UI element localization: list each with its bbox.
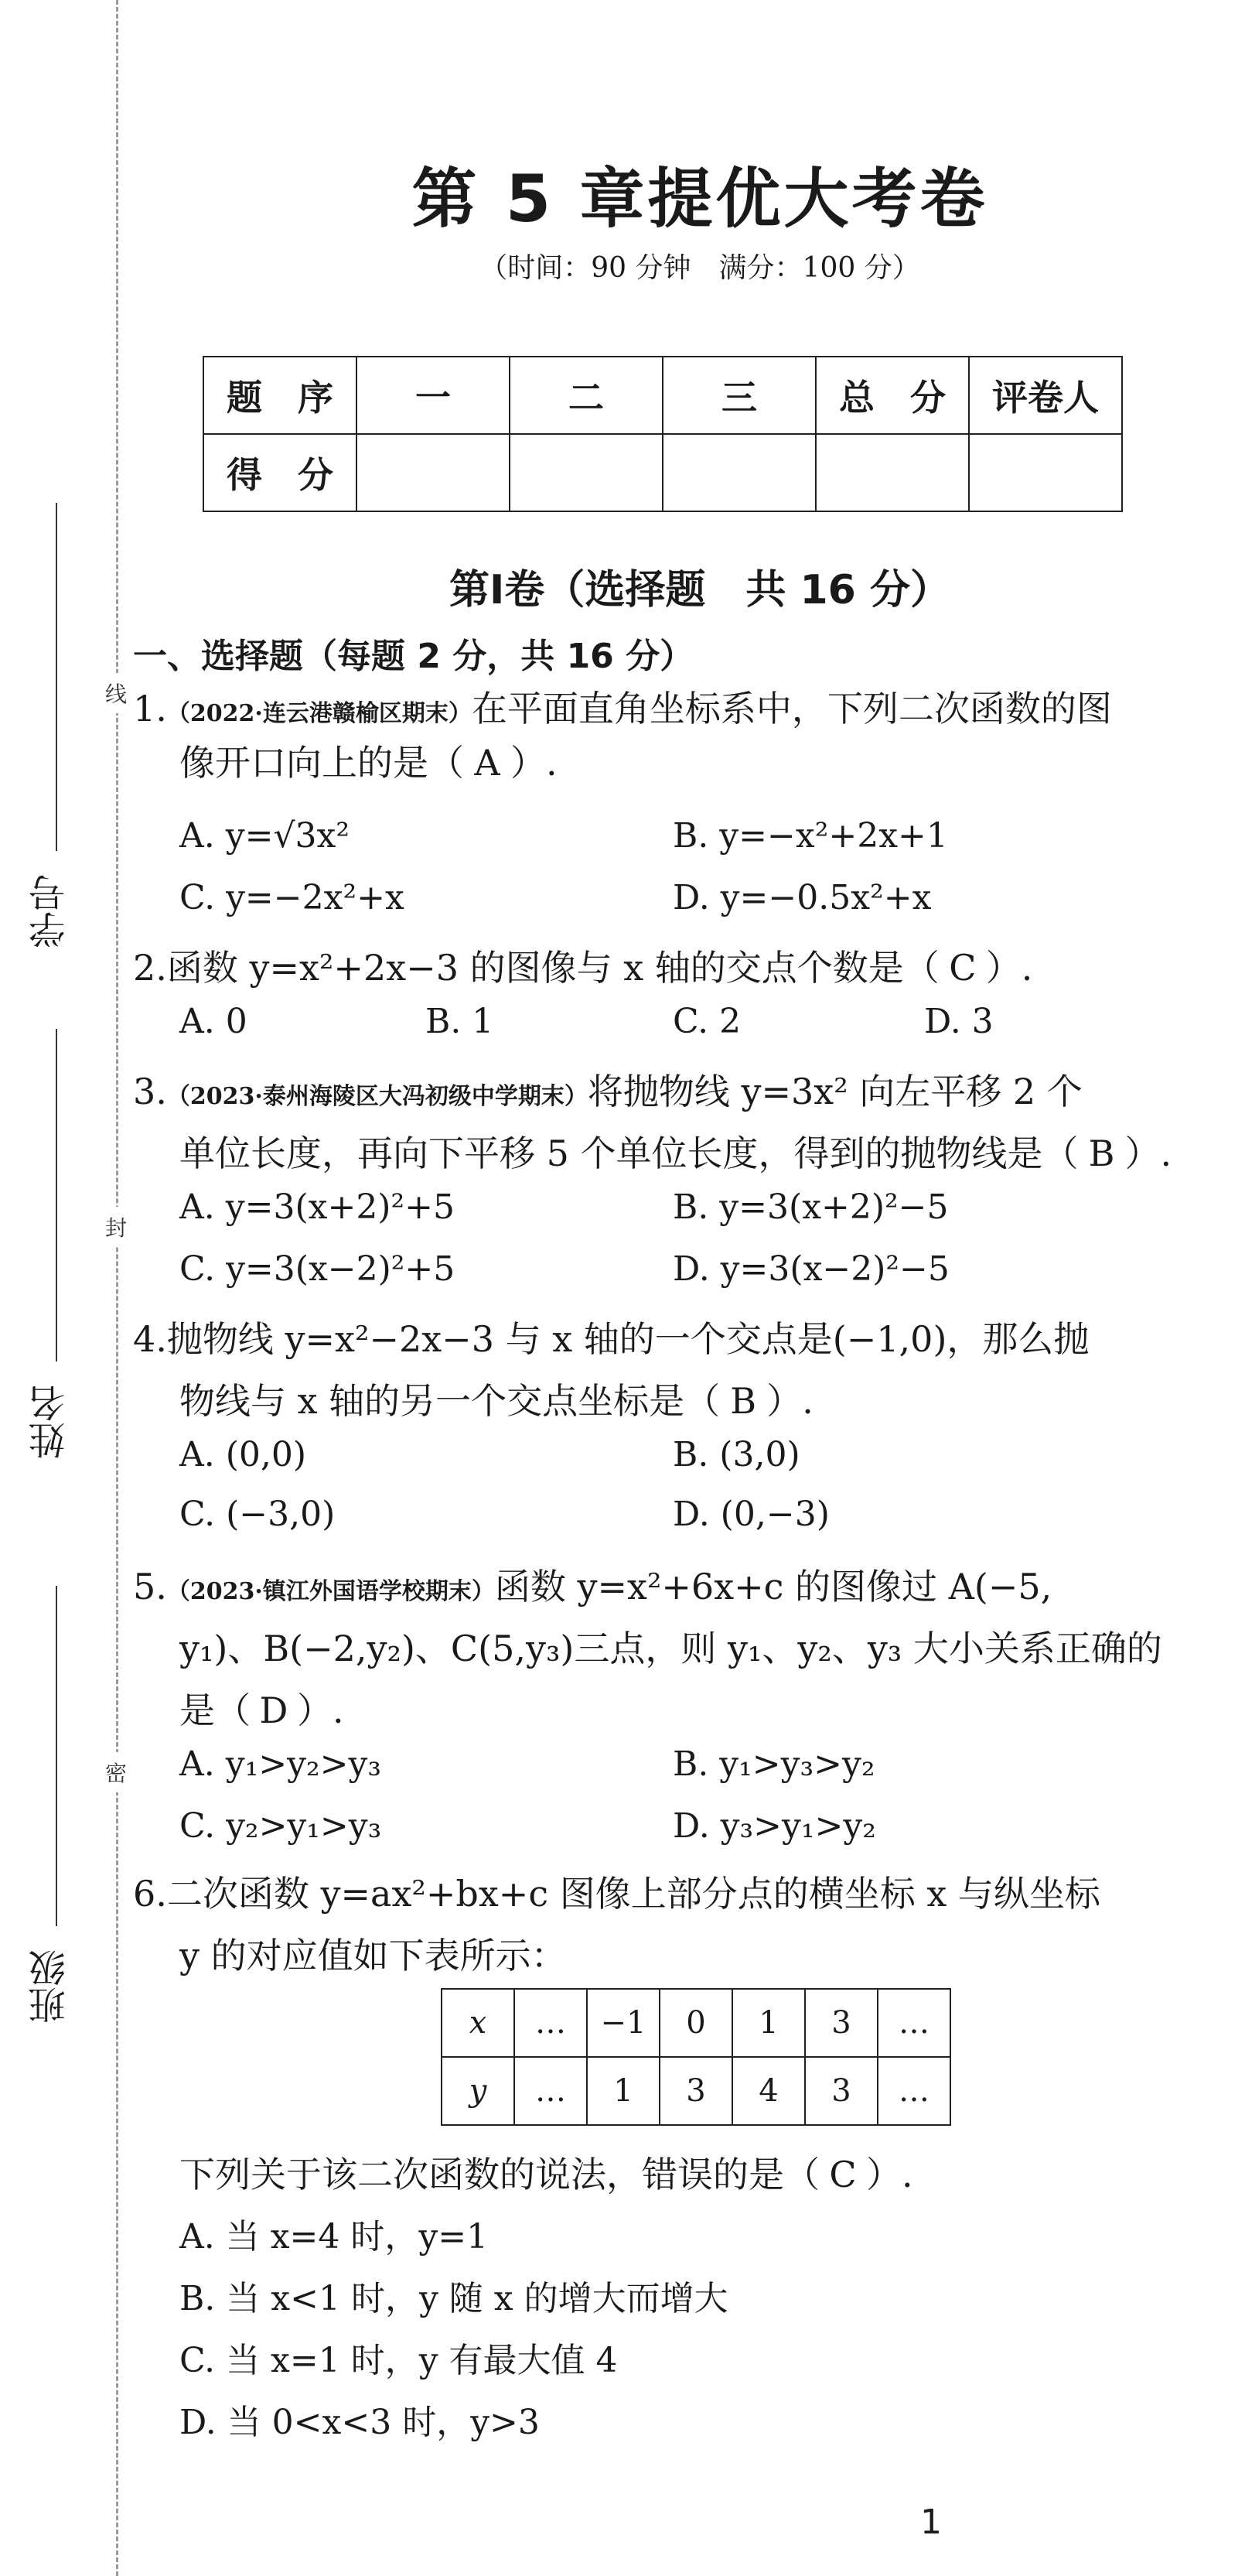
option-c: C. 2: [673, 1002, 742, 1041]
option-a: A. (0,0): [179, 1435, 307, 1474]
score-header-cell: 题 序: [203, 357, 356, 434]
question-stem: 二次函数 y=ax²+bx+c 图像上部分点的横坐标 x 与纵坐标: [166, 1873, 1100, 1915]
option-b: B. 当 x<1 时，y 随 x 的增大而增大: [179, 2279, 728, 2318]
question-stem-tail: ）.: [297, 1689, 344, 1731]
score-header-cell: 评卷人: [969, 357, 1122, 434]
question-stem: y 的对应值如下表所示：: [179, 1935, 567, 1976]
question-5: [133, 1559, 1052, 1610]
value-cell: 3: [805, 2057, 878, 2125]
value-cell: …: [514, 2057, 587, 2125]
value-cell: x: [442, 1989, 514, 2057]
x-row: [442, 1989, 950, 2057]
answer-blank[interactable]: B: [1088, 1133, 1115, 1174]
class-label: 班级: [29, 1949, 72, 2024]
option-d: D. 3: [924, 1002, 994, 1041]
question-stem: 抛物线 y=x²−2x−3 与 x 轴的一个交点是(−1,0)，那么抛: [166, 1318, 1090, 1360]
option-b: B. y₁>y₃>y₂: [673, 1744, 875, 1784]
answer-blank[interactable]: B: [730, 1380, 757, 1422]
question-stem: 在平面直角坐标系中，下列二次函数的图: [471, 688, 1112, 729]
question-3-cont: [179, 1126, 1172, 1177]
option-a: A. y=√3x²: [179, 816, 350, 856]
value-cell: 4: [732, 2057, 805, 2125]
student-id-line[interactable]: [56, 503, 57, 851]
question-3: [133, 1064, 1083, 1115]
question-6-cont: [179, 1928, 567, 1979]
question-2: [133, 940, 1032, 991]
score-header-cell: 一: [356, 357, 510, 434]
class-line[interactable]: [56, 1586, 57, 1926]
question-stem: y₁)、B(−2,y₂)、C(5,y₃)三点，则 y₁、y₂、y₃ 大小关系正确的: [179, 1628, 1162, 1669]
score-header-cell: 总 分: [816, 357, 969, 434]
question-stem-tail: ）.: [766, 1380, 814, 1422]
question-1-cont: [179, 735, 558, 786]
option-b: B. y=−x²+2x+1: [673, 816, 948, 856]
option-d: D. 当 0<x<3 时，y>3: [179, 2403, 540, 2442]
value-cell: 1: [732, 1989, 805, 2057]
option-d: D. y=3(x−2)²−5: [673, 1249, 950, 1289]
option-b: B. y=3(x+2)²−5: [673, 1187, 949, 1227]
value-cell: −1: [587, 1989, 660, 2057]
option-b: B. (3,0): [673, 1435, 800, 1474]
question-1: [133, 681, 1112, 732]
value-cell: 0: [660, 1989, 732, 2057]
value-cell: 3: [660, 2057, 732, 2125]
question-6-prompt: [179, 2147, 913, 2198]
option-d: D. y₃>y₁>y₂: [673, 1806, 876, 1846]
option-a: A. y₁>y₂>y₃: [179, 1744, 381, 1784]
option-d: D. (0,−3): [673, 1495, 830, 1534]
score-input-cell[interactable]: [969, 434, 1122, 511]
question-stem: 单位长度，再向下平移 5 个单位长度，得到的抛物线是（: [179, 1133, 1079, 1174]
question-source: （2022·连云港赣榆区期末）: [166, 700, 472, 727]
option-c: C. y=−2x²+x: [179, 878, 404, 917]
question-stem: 像开口向上的是（: [179, 742, 464, 784]
question-number: 6.: [133, 1873, 167, 1915]
score-header-cell: 二: [510, 357, 663, 434]
question-number: 4.: [133, 1318, 167, 1360]
score-row-label: 得 分: [203, 434, 356, 511]
value-table: [441, 1988, 951, 2126]
question-number: 2.: [133, 947, 167, 989]
answer-blank[interactable]: C: [829, 2154, 857, 2195]
option-a: A. 0: [179, 1002, 247, 1041]
question-stem-tail: ）.: [510, 742, 558, 784]
question-stem: 函数 y=x²+2x−3 的图像与 x 轴的交点个数是（: [166, 947, 940, 989]
value-cell: 1: [587, 2057, 660, 2125]
question-stem-tail: ）.: [866, 2154, 913, 2195]
y-row: [442, 2057, 950, 2125]
score-table-score-row: [203, 434, 1122, 511]
score-input-cell[interactable]: [663, 434, 816, 511]
question-stem: 物线与 x 轴的另一个交点坐标是（: [179, 1380, 721, 1422]
section-title: 第Ⅰ卷（选择题 共 16 分）: [449, 567, 950, 613]
option-c: C. y₂>y₁>y₃: [179, 1806, 382, 1846]
score-input-cell[interactable]: [356, 434, 510, 511]
option-c: C. (−3,0): [179, 1495, 336, 1534]
value-cell: …: [878, 1989, 950, 2057]
question-5-cont: [179, 1683, 344, 1734]
question-number: 3.: [133, 1071, 167, 1112]
option-b: B. 1: [425, 1002, 494, 1041]
value-cell: y: [442, 2057, 514, 2125]
question-6: [133, 1866, 1100, 1917]
option-a: A. y=3(x+2)²+5: [179, 1187, 455, 1227]
question-number: 5.: [133, 1566, 167, 1607]
question-stem: 是（: [179, 1689, 251, 1731]
answer-blank[interactable]: A: [474, 742, 500, 784]
student-id-label: 学号: [29, 874, 72, 948]
score-table: [203, 356, 1123, 512]
answer-blank[interactable]: C: [949, 947, 977, 989]
question-4: [133, 1311, 1089, 1362]
question-stem-tail: ）.: [985, 947, 1033, 989]
option-a: A. 当 x=4 时，y=1: [179, 2217, 489, 2257]
part-title: 一、选择题（每题 2 分，共 16 分）: [133, 637, 694, 676]
value-cell: …: [878, 2057, 950, 2125]
value-cell: 3: [805, 1989, 878, 2057]
question-stem-tail: ）.: [1124, 1133, 1172, 1174]
cut-line: [116, 0, 118, 2576]
page-number: 1: [920, 2503, 942, 2542]
seal-char-line: 线: [93, 673, 139, 713]
name-label: 姓名: [29, 1385, 72, 1459]
question-source: （2023·泰州海陵区大冯初级中学期末）: [166, 1083, 588, 1110]
name-line[interactable]: [56, 1029, 57, 1361]
score-input-cell[interactable]: [816, 434, 969, 511]
answer-blank[interactable]: D: [259, 1689, 288, 1731]
question-number: 1.: [133, 688, 167, 729]
seal-char-secret: 密: [93, 1752, 139, 1792]
option-c: C. 当 x=1 时，y 有最大值 4: [179, 2341, 618, 2380]
question-source: （2023·镇江外国语学校期末）: [166, 1578, 495, 1605]
score-header-cell: 三: [663, 357, 816, 434]
score-table-header-row: [203, 357, 1122, 434]
question-5-cont: [179, 1621, 1162, 1672]
score-input-cell[interactable]: [510, 434, 663, 511]
question-stem: 下列关于该二次函数的说法，错误的是（: [179, 2154, 820, 2195]
option-d: D. y=−0.5x²+x: [673, 878, 932, 917]
page-title: 第 5 章提优大考卷: [411, 161, 988, 237]
binding-margin: [0, 0, 155, 2576]
question-4-cont: [179, 1373, 814, 1424]
question-stem: 将抛物线 y=3x² 向左平移 2 个: [587, 1071, 1083, 1112]
seal-char-seal: 封: [93, 1207, 139, 1247]
exam-info: （时间：90 分钟 满分：100 分）: [479, 252, 920, 284]
value-cell: …: [514, 1989, 587, 2057]
option-c: C. y=3(x−2)²+5: [179, 1249, 455, 1289]
question-stem: 函数 y=x²+6x+c 的图像过 A(−5,: [494, 1566, 1052, 1607]
